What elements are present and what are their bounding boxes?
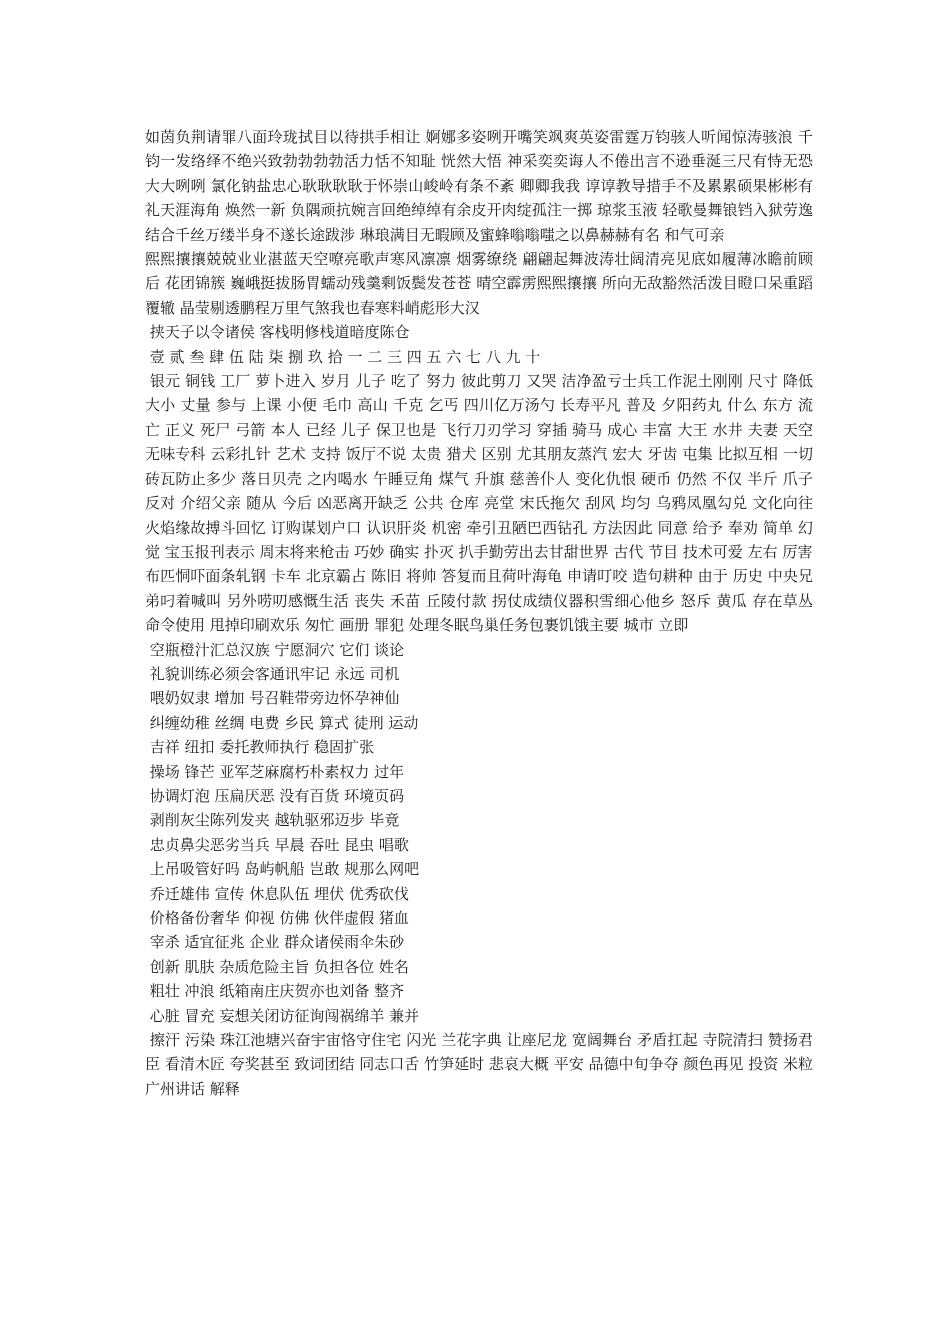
word-line: 宰杀 适宜征兆 企业 群众诸侯雨伞朱砂 (145, 933, 405, 952)
word-line: 吉祥 纽扣 委托教师执行 稳固扩张 (145, 738, 375, 757)
word-line: 空瓶橙汁汇总汉族 宁愿洞穴 它们 谈论 (145, 640, 405, 659)
word-line: 上吊吸管好吗 岛屿帆船 岂敢 规那么网吧 (145, 860, 420, 879)
paragraph-words-2: 布匹恫吓面条轧钢 卡车 北京霸占 陈旧 将帅 答复而且荷叶海龟 申请叮咬 造句耕种 由于 历史 中央兄弟叼着喊叫 另外唠叨感慨生活 丧失 禾苗 丘陵付款 拐仗成绩仪器积雪细心他乡 怒斥 黄瓜 存在草丛命令使用 甩掉印刷欢乐 匆忙 画册 罪犯 处理冬眠鸟巢任务包裹饥饿主要 城市 立即 (145, 567, 813, 635)
word-line: 操场 锋芒 亚军芝麻腐朽朴素权力 过年 (145, 762, 405, 781)
word-line: 粗壮 冲浪 纸箱南庄庆贺亦也刘备 整齐 (145, 982, 405, 1001)
word-line: 价格备份奢华 仰视 仿佛 伙伴虚假 猪血 (145, 909, 409, 927)
word-line: 协调灯泡 压扁厌恶 没有百货 环境页码 (145, 786, 405, 805)
paragraph-line-3: 挟天子以令诸侯 客栈明修栈道暗度陈仓 (145, 323, 410, 342)
word-line: 心脏 冒充 妄想关闭访征询闯祸绵羊 兼并 (145, 1006, 420, 1025)
word-line: 纠缠幼稚 丝绸 电费 乡民 算式 徒刑 运动 (145, 713, 419, 732)
word-line: 礼貌训练必须会客通讯牢记 永远 司机 (145, 664, 400, 683)
paragraph-idioms-1: 如茵负荆请罪八面玲珑拭目以待拱手相让 婀娜多姿咧开嘴笑飒爽英姿雷霆万钧骇人听闻惊涛骇浪 千钧一发络绎不绝兴致勃勃勃勃活力恬不知耻 恍然大悟 神采奕奕诲人不倦出言不逊垂涎三尺有恃无恐 大大咧咧 氯化钠盐忠心耿耿耿耿于怀崇山峻岭有条不紊 卿卿我我 谆谆教导措手不及累累硕果彬彬有礼天涯海角 焕然一新 负隅顽抗婉言回绝绰绰有余皮开肉绽孤注一掷 琼浆玉液 轻歌曼舞锒铛入狱劳逸结合千丝万缕半身不遂长途跋涉 琳琅满目无暇顾及蜜蜂嗡嗡嗤之以鼻赫赫有名 和气可亲 (145, 128, 818, 244)
paragraph-numerals: 壹 贰 叁 肆 伍 陆 柒 捌 玖 拾 一 二 三 四 五 六 七 八 九 十 (145, 347, 541, 366)
word-line: 忠贞鼻尖恶劣当兵 早晨 吞吐 昆虫 唱歌 (145, 835, 409, 854)
paragraph-words-1: 银元 铜钱 工厂 萝卜进入 岁月 儿子 吃了 努力 彼此剪刀 又哭 洁净盈亏士兵工作泥土刚刚 尺寸 降低 大小 丈量 参与 上课 小便 毛巾 高山 千克 乞丐 四川亿万汤勺 长寿平凡 普及 夕阳药丸 什么 东方 流亡 正义 死尸 弓箭 本人 已经 儿子 保卫也是 飞行刀刃学习 穿插 骑马 成心 丰富 大王 水井 夫妻 天空 无味专科 云彩扎针 艺术 支持 饭厅不说 太贵 猎犬 区别 尤其朋友蒸汽 宏大 牙齿 屯集 比拟互相 一切 砖瓦防止多少 落日贝壳 之内喝水 午睡豆角 煤气 升旗 慈善仆人 变化仇恨 硬币 仍然 不仅 半斤 爪子 反对 介绍父亲 随从 今后 凶恶离开缺乏 公共 仓库 亮堂 宋氏拖欠 刮风 均匀 乌鸦凤凰勾兑 文化向往 火焰缘故搏斗回忆 订购谋划户口 认识肝炎 机密 牵引丑陋巴西钻孔 方法因此 同意 给予 奉劝 简单 幻觉 宝玉报刊表示 周末将来枪击 巧妙 确实 扑灭 扒手勤劳出去甘甜世界 古代 节目 技术可爱 左右 厉害 (145, 372, 818, 561)
word-line: 乔迁雄伟 宣传 休息队伍 埋伏 优秀砍伐 (145, 884, 409, 903)
word-line: 喂奶奴隶 增加 号召鞋带旁边怀孕神仙 (145, 689, 400, 708)
document-body (145, 125, 818, 1101)
word-line: 创新 肌肤 杂质危险主旨 负担各位 姓名 (145, 957, 409, 976)
word-line: 剥削灰尘陈列发夹 越轨驱邪迈步 毕竟 (145, 811, 400, 830)
paragraph-idioms-2: 熙熙攘攘兢兢业业湛蓝天空嘹亮歌声寒风凛凛 烟雾缭绕 翩翩起舞波涛壮阔清亮见底如履薄冰瞻前顾后 花团锦簇 巍峨挺拔肠胃蠕动残羹剩饭鬓发苍苍 晴空霹雳熙熙攘攘 所向无敌豁然活泼目瞪口呆重蹈覆辙 晶莹剔透鹏程万里气煞我也春寒料峭彪形大汉 (145, 250, 813, 317)
paragraph-words-final: 擦汗 污染 珠江池塘兴奋宇宙恪守住宅 闪光 兰花字典 让座尼龙 宽阔舞台 矛盾扛起 寺院清扫 赞扬君臣 看清木匠 夸奖甚至 致词团结 同志口舌 竹笋延时 悲哀大概 平安 品德中旬争夺 颜色再见 投资 米粒 广州讲话 解释 (145, 1031, 818, 1098)
